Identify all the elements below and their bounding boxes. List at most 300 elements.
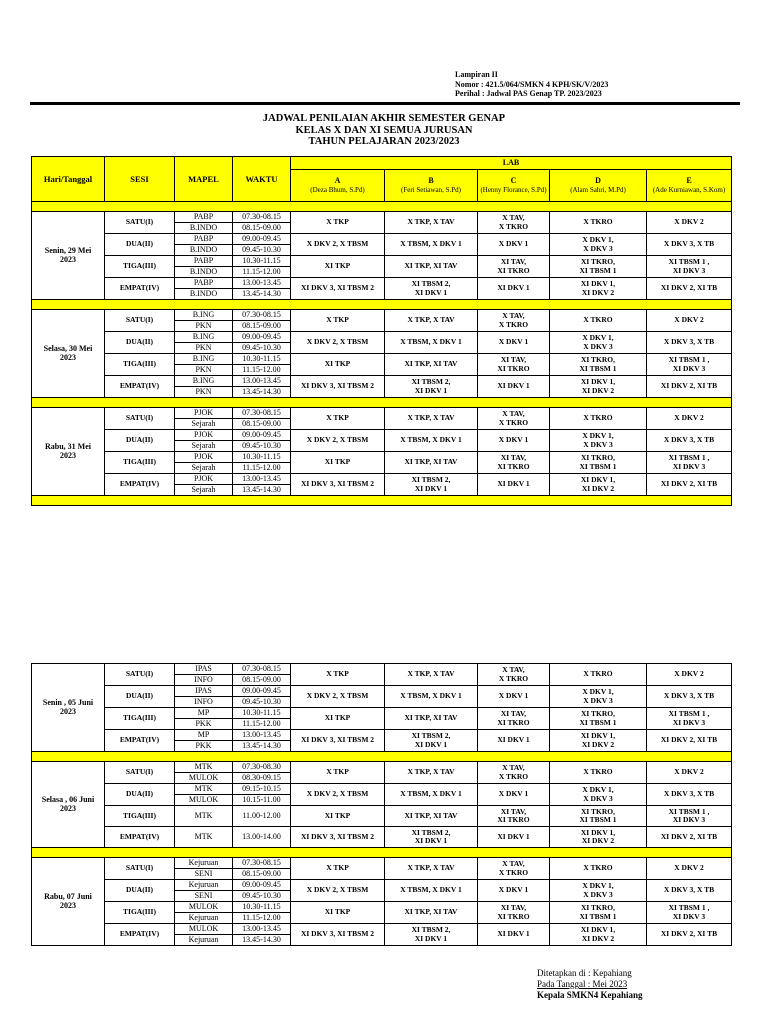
separator-row (32, 496, 732, 506)
time-cell: 10.30-11.15 (233, 452, 291, 463)
text-line: XI TAV, (500, 903, 527, 912)
room-assignment (478, 664, 550, 686)
room-assignment: XI DKV 2, XI TB (647, 474, 732, 496)
day-label (32, 408, 105, 496)
subject-cell: SENI (175, 891, 233, 902)
subject-cell: INFO (175, 675, 233, 686)
time-cell: 07.30-08.15 (233, 408, 291, 419)
subject-cell: B.INDO (175, 223, 233, 234)
room-assignment: X TKP, X TAV (385, 664, 478, 686)
session-label: SATU(I) (105, 212, 175, 234)
room-assignment: X TKRO (550, 310, 647, 332)
text-line: X TKRO (498, 417, 529, 427)
time-cell: 11.15-12.00 (233, 913, 291, 924)
session-label: DUA(II) (105, 430, 175, 452)
subject-cell: IPAS (175, 664, 233, 675)
header-sesi: SESI (105, 157, 175, 202)
room-assignment (385, 278, 478, 300)
room-assignment: X DKV 2, X TBSM (291, 332, 385, 354)
room-assignment (385, 474, 478, 496)
text-line: XI TKRO, (580, 709, 616, 718)
time-cell: 13.45-14.30 (233, 289, 291, 300)
room-assignment (478, 762, 550, 784)
text-line: XI TBSM 1 (579, 461, 617, 471)
text-line: XI DKV 3 (672, 265, 706, 275)
schedule-table-week-2 (31, 663, 732, 946)
room-assignment (647, 256, 732, 278)
text-line: XI TBSM 1 , (668, 903, 710, 912)
room-assignment: X DKV 2, X TBSM (291, 686, 385, 708)
room-assignment (385, 730, 478, 752)
room-assignment: X TKP (291, 310, 385, 332)
subject-cell: Kejuruan (175, 935, 233, 946)
text-line: XI TAV, (500, 355, 527, 364)
subject-cell: Kejuruan (175, 913, 233, 924)
subject-cell: IPAS (175, 686, 233, 697)
time-cell: 09.00-09.45 (233, 880, 291, 891)
time-cell: 09.00-09.45 (233, 430, 291, 441)
text-line: X DKV 1, (582, 881, 614, 890)
schedule-table-week-1 (31, 156, 732, 506)
day-label (32, 664, 105, 752)
session-label: DUA(II) (105, 784, 175, 806)
text-line: XI TKRO, (580, 806, 616, 816)
room-assignment: XI TKP, XI TAV (385, 256, 478, 278)
room-assignment (550, 452, 647, 474)
text-line: XI TBSM 1 , (668, 355, 710, 364)
text-line: XI TAV, (500, 453, 527, 462)
schedule-row (32, 827, 732, 848)
time-cell: 07.30-08.15 (233, 212, 291, 223)
text-line: XI DKV 1 (414, 739, 448, 749)
room-assignment: X TKP (291, 212, 385, 234)
room-assignment: X TKRO (550, 408, 647, 430)
room-assignment: X TKP, X TAV (385, 408, 478, 430)
time-cell: 11.15-12.00 (233, 719, 291, 730)
schedule-row (32, 408, 732, 419)
room-assignment: X TBSM, X DKV 1 (385, 234, 478, 256)
subject-cell: B.ING (175, 354, 233, 365)
room-assignment: X TKRO (550, 858, 647, 880)
time-cell: 07.30-08.15 (233, 664, 291, 675)
room-assignment: XI DKV 3, XI TBSM 2 (291, 827, 385, 848)
subject-cell: MULOK (175, 773, 233, 784)
room-assignment: XI TKP (291, 806, 385, 827)
subject-cell: Kejuruan (175, 858, 233, 869)
text-line: XI TKRO, (580, 257, 616, 266)
session-label: DUA(II) (105, 686, 175, 708)
room-assignment (550, 806, 647, 827)
text-line: XI TKRO (497, 717, 530, 727)
room-assignment (647, 354, 732, 376)
time-cell: 09.45-10.30 (233, 441, 291, 452)
text-line: 2023 (60, 900, 76, 910)
session-label: EMPAT(IV) (105, 924, 175, 946)
lab-teacher: (Feri Setiawan, S.Pd) (401, 185, 461, 194)
text-line: X DKV 3 (583, 695, 613, 705)
room-assignment: XI DKV 1 (478, 730, 550, 752)
schedule-row (32, 784, 732, 795)
time-cell: 09.45-10.30 (233, 891, 291, 902)
separator-row (32, 202, 732, 212)
separator-row (32, 752, 732, 762)
room-assignment (385, 827, 478, 848)
session-label: SATU(I) (105, 762, 175, 784)
time-cell: 09.00-09.45 (233, 686, 291, 697)
time-cell: 08.15-09.00 (233, 223, 291, 234)
schedule-row (32, 924, 732, 935)
room-assignment (550, 686, 647, 708)
document-title (0, 113, 768, 148)
time-cell: 09.00-09.45 (233, 234, 291, 245)
text-line: XI DKV 1 (414, 483, 448, 493)
subject-cell: SENI (175, 869, 233, 880)
separator-cell (32, 752, 732, 762)
text-line: XI TAV, (500, 257, 527, 266)
room-assignment (478, 212, 550, 234)
time-cell: 07.30-08.15 (233, 310, 291, 321)
text-line: XI DKV 2 (581, 933, 615, 943)
separator-row (32, 300, 732, 310)
text-line: XI DKV 1, (580, 827, 616, 837)
session-label: SATU(I) (105, 408, 175, 430)
room-assignment: X DKV 3, X TB (647, 880, 732, 902)
room-assignment: X TKRO (550, 762, 647, 784)
text-line: XI TKRO, (580, 355, 616, 364)
separator-cell (32, 848, 732, 858)
time-cell: 13.00-13.45 (233, 730, 291, 741)
schedule-row (32, 354, 732, 365)
lab-code: E (686, 176, 692, 185)
session-label: DUA(II) (105, 332, 175, 354)
header-mapel: MAPEL (175, 157, 233, 202)
room-assignment: X DKV 1 (478, 784, 550, 806)
room-assignment: XI TKP (291, 354, 385, 376)
text-line: XI DKV 1 (414, 287, 448, 297)
text-line: XI TKRO (497, 363, 530, 373)
subject-cell: MULOK (175, 924, 233, 935)
room-assignment (550, 376, 647, 398)
room-assignment: XI TKP, XI TAV (385, 708, 478, 730)
text-line: XI DKV 2 (581, 385, 615, 395)
room-assignment: XI DKV 1 (478, 278, 550, 300)
text-line: 2023 (60, 803, 76, 813)
schedule-row (32, 762, 732, 773)
text-line: X TAV, (502, 763, 525, 772)
subject-cell: B.ING (175, 310, 233, 321)
subject-cell: B.ING (175, 332, 233, 343)
text-line: X DKV 3 (583, 793, 613, 803)
room-assignment (478, 806, 550, 827)
text-line: XI TBSM 1 , (668, 453, 710, 462)
room-assignment (550, 827, 647, 848)
header-row (32, 157, 732, 170)
lab-teacher: (Alam Sahri, M.Pd) (570, 185, 626, 194)
schedule-row (32, 310, 732, 321)
room-assignment: X DKV 2 (647, 664, 732, 686)
separator-cell (32, 496, 732, 506)
text-line: X DKV 1, (582, 431, 614, 440)
schedule-row (32, 234, 732, 245)
lab-code: D (595, 176, 601, 185)
room-assignment: X DKV 2 (647, 310, 732, 332)
text-line: XI TBSM 2, (411, 475, 451, 484)
text-line: XI DKV 1, (580, 279, 616, 288)
title-line-1: JADWAL PENILAIAN AKHIR SEMESTER GENAP (262, 113, 506, 124)
time-cell: 13.45-14.30 (233, 387, 291, 398)
text-line: Selasa, 30 Mei (43, 344, 93, 353)
subject-cell: PKK (175, 741, 233, 752)
subject-cell: PKN (175, 343, 233, 354)
room-assignment (550, 902, 647, 924)
subject-cell: PJOK (175, 430, 233, 441)
text-line: XI DKV 3 (672, 717, 706, 727)
text-line: 2023 (60, 706, 76, 716)
room-assignment (550, 708, 647, 730)
time-cell: 07.30-08.15 (233, 858, 291, 869)
room-assignment (550, 730, 647, 752)
room-assignment: X DKV 2, X TBSM (291, 234, 385, 256)
separator-cell (32, 202, 732, 212)
text-line: X DKV 3 (583, 243, 613, 253)
room-assignment: X TKP, X TAV (385, 762, 478, 784)
text-line: XI TKRO (497, 461, 530, 471)
text-line: X TKRO (498, 673, 529, 683)
perihal-line: Perihal : Jadwal PAS Genap TP. 2023/2023 (455, 89, 602, 98)
lampiran-label: Lampiran II (455, 70, 498, 79)
room-assignment: X DKV 1 (478, 234, 550, 256)
text-line: XI DKV 1, (580, 475, 616, 484)
room-assignment: XI DKV 3, XI TBSM 2 (291, 474, 385, 496)
subject-cell: B.INDO (175, 289, 233, 300)
room-assignment (478, 858, 550, 880)
text-line: XI DKV 1, (580, 731, 616, 740)
room-assignment: XI TKP (291, 708, 385, 730)
subject-cell: PKN (175, 365, 233, 376)
session-label: SATU(I) (105, 858, 175, 880)
room-assignment: X TKP (291, 762, 385, 784)
room-assignment (478, 310, 550, 332)
room-assignment: XI DKV 1 (478, 827, 550, 848)
room-assignment: XI TKP, XI TAV (385, 902, 478, 924)
text-line: X DKV 1, (582, 785, 614, 794)
subject-cell: MTK (175, 806, 233, 827)
room-assignment: XI TKP, XI TAV (385, 452, 478, 474)
text-line: XI TBSM 1 (579, 815, 617, 824)
text-line: XI TBSM 2, (411, 377, 451, 386)
room-assignment: XI DKV 3, XI TBSM 2 (291, 376, 385, 398)
separator-row (32, 398, 732, 408)
text-line: Rabu, 31 Mei (45, 442, 91, 451)
room-assignment (385, 376, 478, 398)
room-assignment: XI TKP (291, 256, 385, 278)
lab-d-header (550, 170, 647, 202)
subject-cell: MP (175, 730, 233, 741)
room-assignment: X DKV 3, X TB (647, 686, 732, 708)
session-label: SATU(I) (105, 310, 175, 332)
room-assignment: X DKV 3, X TB (647, 234, 732, 256)
room-assignment: X DKV 1 (478, 880, 550, 902)
schedule-row (32, 902, 732, 913)
header-lab: LAB (291, 157, 732, 170)
room-assignment: XI DKV 3, XI TBSM 2 (291, 278, 385, 300)
nomor-line: Nomor : 421.5/064/SMKN 4 KPH/SK/V/2023 (455, 79, 609, 89)
subject-cell: B.ING (175, 376, 233, 387)
schedule-row (32, 332, 732, 343)
text-line: X DKV 3 (583, 341, 613, 351)
room-assignment: X TKP (291, 664, 385, 686)
room-assignment (550, 278, 647, 300)
room-assignment: X TKP, X TAV (385, 212, 478, 234)
room-assignment: X TBSM, X DKV 1 (385, 430, 478, 452)
room-assignment (550, 332, 647, 354)
text-line: 2023 (60, 254, 76, 264)
text-line: X TKRO (498, 221, 529, 231)
room-assignment: X TKRO (550, 212, 647, 234)
text-line: XI DKV 1, (580, 925, 616, 934)
separator-cell (32, 398, 732, 408)
text-line: XI TKRO (497, 815, 530, 824)
text-line: X TAV, (502, 311, 525, 320)
text-line: Selasa , 06 Juni (41, 795, 95, 804)
session-label: TIGA(III) (105, 806, 175, 827)
text-line: X TAV, (502, 859, 525, 868)
text-line: X DKV 3 (583, 439, 613, 449)
lab-code: B (428, 176, 434, 185)
room-assignment: X DKV 3, X TB (647, 430, 732, 452)
schedule-row (32, 730, 732, 741)
time-cell: 10.30-11.15 (233, 902, 291, 913)
room-assignment: XI DKV 2, XI TB (647, 376, 732, 398)
time-cell: 10.30-11.15 (233, 256, 291, 267)
text-line: XI TBSM 2, (411, 827, 451, 837)
subject-cell: PJOK (175, 474, 233, 485)
lab-c-header (478, 170, 550, 202)
session-label: EMPAT(IV) (105, 278, 175, 300)
room-assignment: XI DKV 3, XI TBSM 2 (291, 730, 385, 752)
session-label: DUA(II) (105, 234, 175, 256)
text-line: XI TKRO, (580, 903, 616, 912)
subject-cell: Sejarah (175, 463, 233, 474)
subject-cell: MTK (175, 784, 233, 795)
text-line: X DKV 1, (582, 687, 614, 696)
schedule-row (32, 256, 732, 267)
title-line-2: KELAS X DAN XI SEMUA JURUSAN (295, 124, 473, 136)
day-label (32, 310, 105, 398)
text-line: X TKRO (498, 319, 529, 329)
text-line: X TKRO (498, 771, 529, 781)
day-label (32, 858, 105, 946)
time-cell: 09.00-09.45 (233, 332, 291, 343)
room-assignment: X DKV 1 (478, 430, 550, 452)
schedule-row (32, 708, 732, 719)
schedule-row (32, 858, 732, 869)
text-line: XI TKRO (497, 265, 530, 275)
room-assignment (550, 880, 647, 902)
subject-cell: B.INDO (175, 267, 233, 278)
title-line-3: TAHUN PELAJARAN 2023/2023 (308, 136, 460, 147)
header-waktu: WAKTU (233, 157, 291, 202)
room-assignment: XI TKP, XI TAV (385, 806, 478, 827)
text-line: X TAV, (502, 213, 525, 222)
tanggal-line: Pada Tanggal : Mei 2023 (537, 979, 628, 989)
time-cell: 11.15-12.00 (233, 267, 291, 278)
text-line: XI TAV, (500, 709, 527, 718)
subject-cell: PABP (175, 234, 233, 245)
subject-cell: MULOK (175, 795, 233, 806)
room-assignment: X DKV 2 (647, 762, 732, 784)
time-cell: 08.15-09.00 (233, 419, 291, 430)
time-cell: 07.30-08.30 (233, 762, 291, 773)
room-assignment: X DKV 2 (647, 858, 732, 880)
text-line: XI TKRO (497, 911, 530, 921)
subject-cell: Kejuruan (175, 880, 233, 891)
text-line: XI TBSM 2, (411, 925, 451, 934)
schedule-row (32, 806, 732, 827)
room-assignment: X TKRO (550, 664, 647, 686)
room-assignment: X TKP (291, 858, 385, 880)
room-assignment: XI DKV 2, XI TB (647, 278, 732, 300)
time-cell: 08.30-09.15 (233, 773, 291, 784)
time-cell: 13.00-14.00 (233, 827, 291, 848)
subject-cell: PABP (175, 278, 233, 289)
room-assignment: X DKV 2, X TBSM (291, 784, 385, 806)
schedule-row (32, 474, 732, 485)
room-assignment: XI TKP (291, 452, 385, 474)
lab-teacher: (Deza Bhum, S.Pd) (310, 185, 365, 194)
room-assignment: XI DKV 2, XI TB (647, 924, 732, 946)
subject-cell: Sejarah (175, 441, 233, 452)
lab-teacher: (Ade Kurniawan, S.Kom) (652, 185, 726, 194)
schedule-row (32, 376, 732, 387)
time-cell: 13.00-13.45 (233, 278, 291, 289)
text-line: Senin , 05 Juni (42, 698, 94, 707)
session-label: SATU(I) (105, 664, 175, 686)
time-cell: 10.30-11.15 (233, 354, 291, 365)
text-line: X TKRO (498, 867, 529, 877)
time-cell: 11.15-12.00 (233, 463, 291, 474)
session-label: EMPAT(IV) (105, 827, 175, 848)
schedule-row (32, 278, 732, 289)
lab-e-header (647, 170, 732, 202)
room-assignment (478, 708, 550, 730)
subject-cell: B.INDO (175, 245, 233, 256)
text-line: XI TBSM 2, (411, 279, 451, 288)
subject-cell: PJOK (175, 452, 233, 463)
room-assignment: X TBSM, X DKV 1 (385, 784, 478, 806)
session-label: TIGA(III) (105, 708, 175, 730)
text-line: XI DKV 1 (414, 836, 448, 845)
room-assignment: X TBSM, X DKV 1 (385, 332, 478, 354)
room-assignment: X DKV 3, X TB (647, 784, 732, 806)
text-line: XI DKV 1 (414, 385, 448, 395)
room-assignment: X DKV 2 (647, 212, 732, 234)
kepala-line: Kepala SMKN4 Kepahiang (537, 990, 643, 1000)
time-cell: 10.15-11.00 (233, 795, 291, 806)
lab-code: C (510, 176, 517, 185)
session-label: EMPAT(IV) (105, 474, 175, 496)
time-cell: 13.00-13.45 (233, 924, 291, 935)
room-assignment (647, 708, 732, 730)
separator-row (32, 848, 732, 858)
room-assignment: X TKP (291, 408, 385, 430)
text-line: XI TKRO, (580, 453, 616, 462)
text-line: X DKV 3 (583, 889, 613, 899)
text-line: Senin, 29 Mei (44, 246, 92, 255)
subject-cell: PABP (175, 212, 233, 223)
room-assignment: X DKV 2, X TBSM (291, 430, 385, 452)
room-assignment: XI DKV 1 (478, 376, 550, 398)
